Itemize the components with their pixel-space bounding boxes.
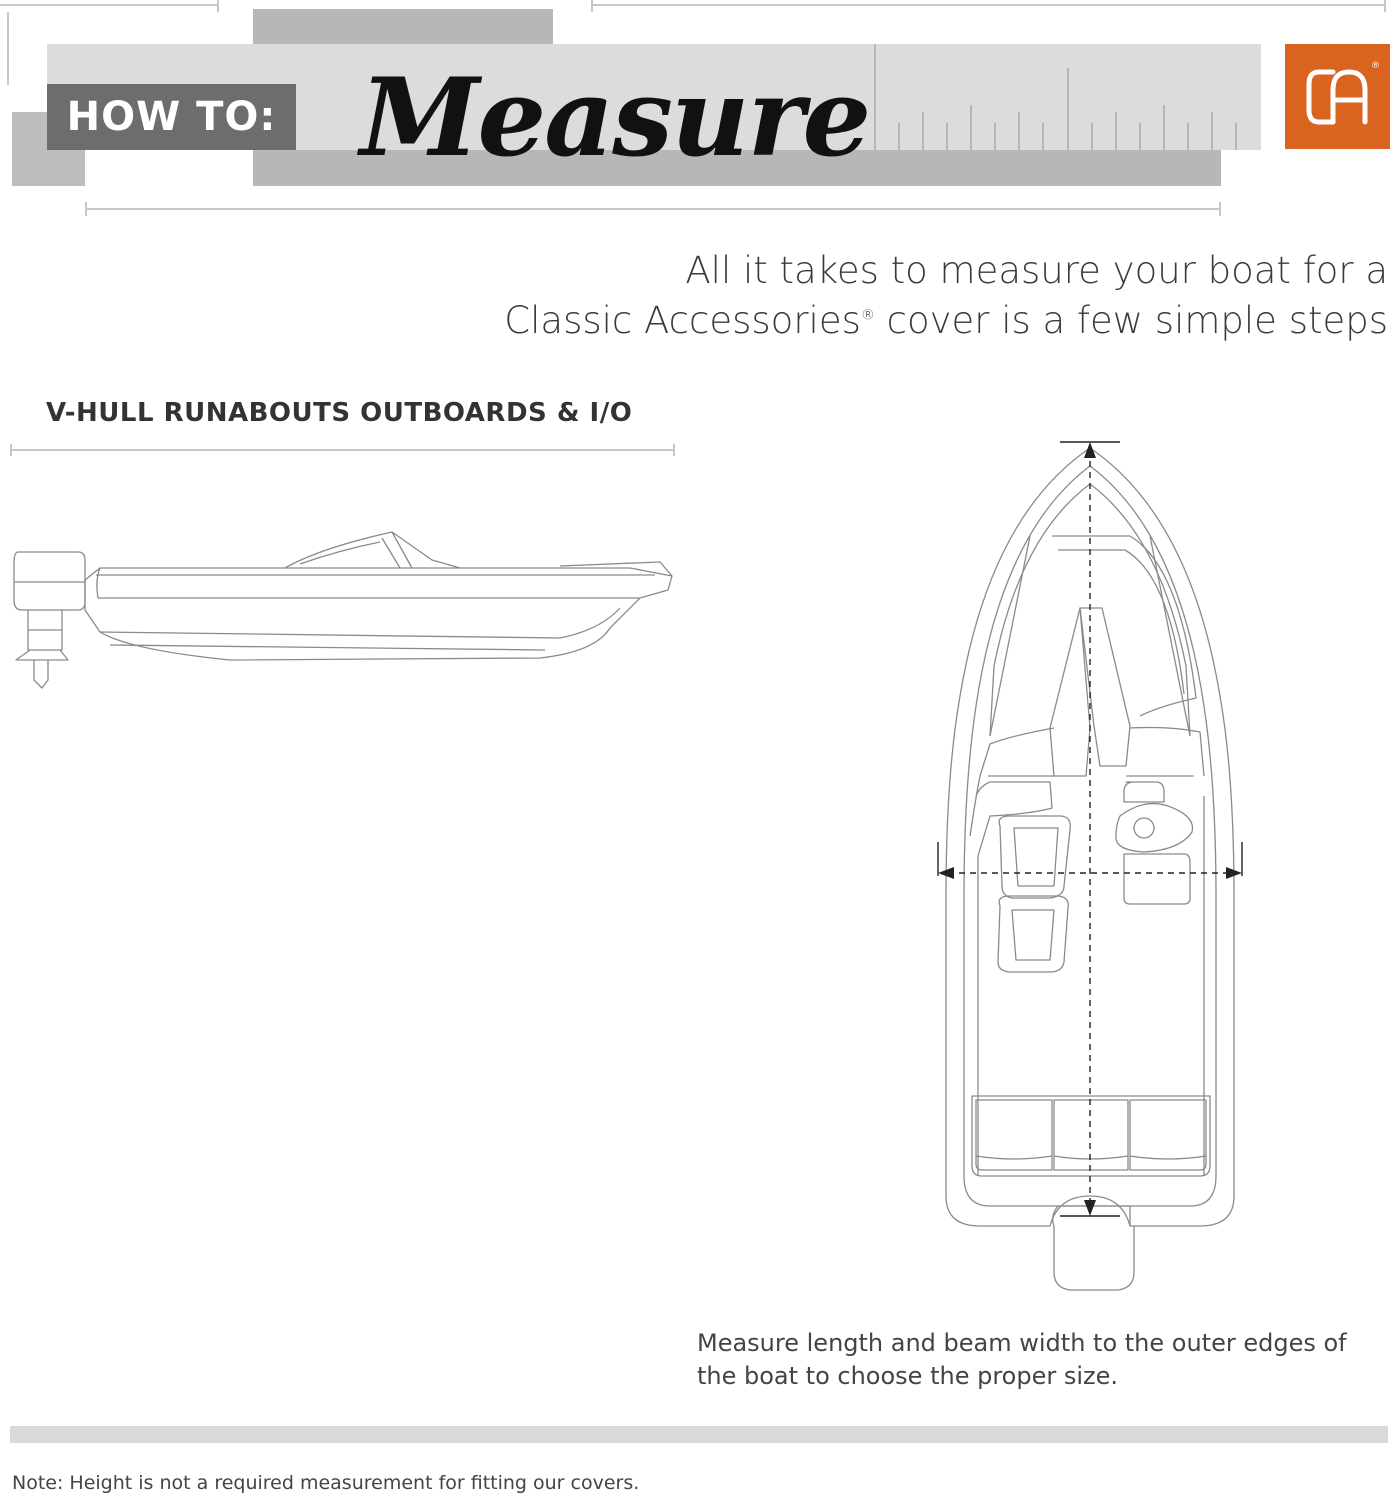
classic-accessories-logo-icon — [1285, 44, 1390, 149]
footer-divider — [10, 1426, 1388, 1443]
section-divider — [0, 440, 690, 460]
registered-mark: ® — [860, 307, 875, 324]
page-title: Measure — [360, 55, 870, 181]
measure-caption: Measure length and beam width to the outer edges of the boat to choose the proper size. — [697, 1329, 1347, 1390]
howto-label: HOW TO: — [47, 84, 296, 150]
intro-brand: Classic Accessories — [504, 299, 861, 342]
section-title: V-HULL RUNABOUTS OUTBOARDS & I/O — [46, 398, 633, 428]
boat-side-view-icon — [0, 520, 690, 700]
intro-line-2 — [488, 296, 1388, 346]
svg-text:®: ® — [1371, 61, 1380, 71]
intro-text — [488, 246, 1388, 346]
intro-line-2-rest: cover is a few simple steps — [874, 299, 1388, 342]
measurement-arrows — [930, 436, 1250, 1301]
intro-line-1: All it takes to measure your boat for a — [685, 249, 1388, 292]
footer-note: Note: Height is not a required measurement for fitting our covers. — [12, 1472, 640, 1494]
